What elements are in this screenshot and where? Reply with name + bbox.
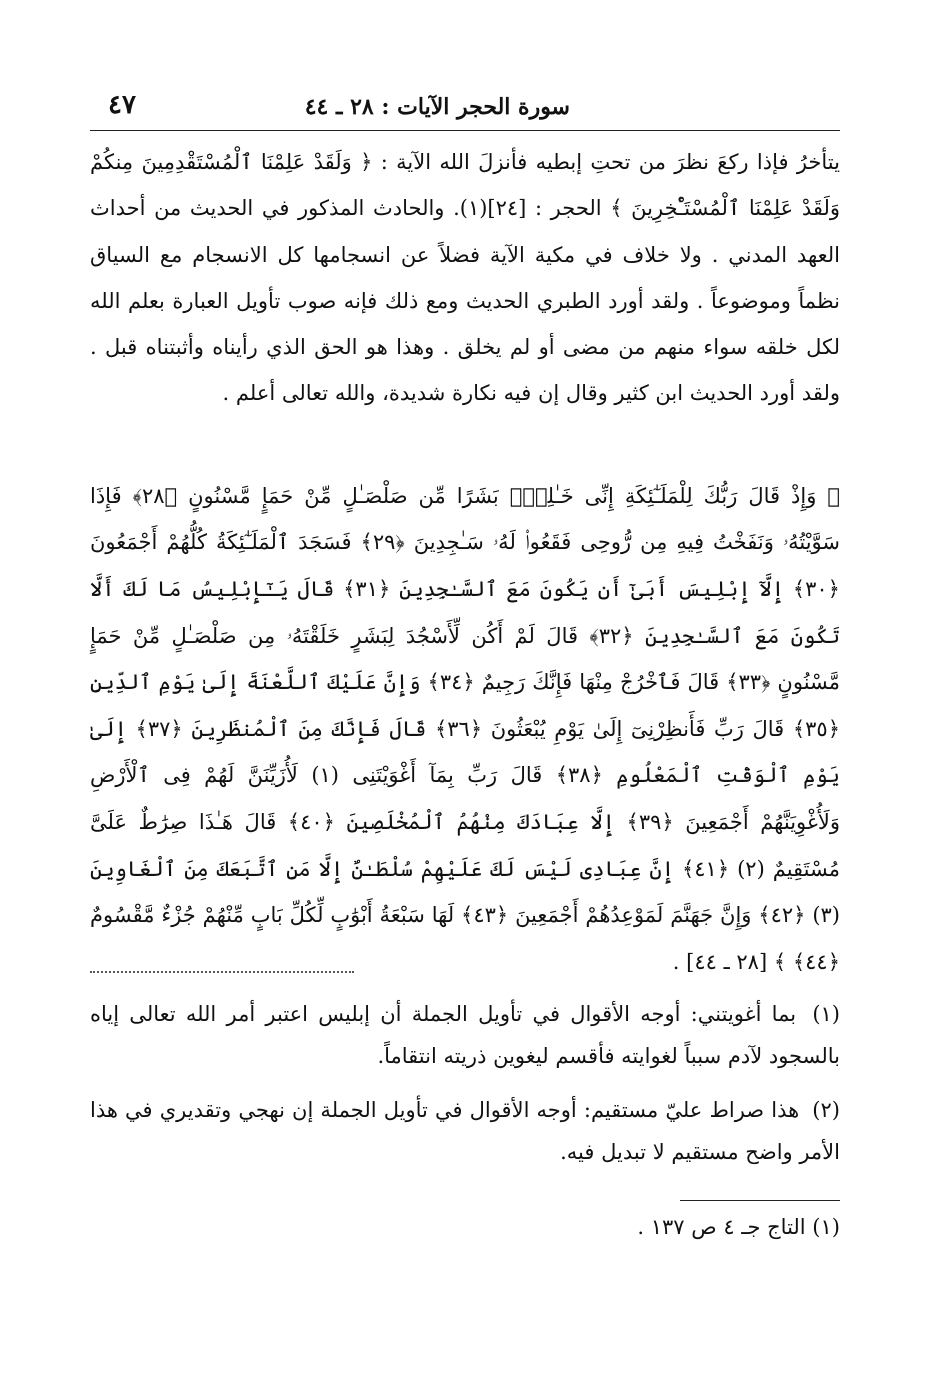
note-number: (٢): [812, 1098, 840, 1122]
verses-paragraph: ﴿ وَإِذْ قَالَ رَبُّكَ لِلْمَلَـٰٓئِكَةِ إِنِّى خَـٰلِقٌۢ بَشَرًا مِّن صَلْصَـٰلٍ مِّنْ حَمَإٍ مَّسْنُونٍ ﴿٢٨﴾ فَإِذَا سَوَّيْتُهُۥ وَنَفَخْتُ فِيهِ مِن رُّوحِى فَقَعُوا۟ لَهُۥ سَـٰجِدِينَ ﴿٢٩﴾ فَسَجَدَ ٱلْمَلَـٰٓئِكَةُ كُلُّهُمْ أَجْمَعُونَ ﴿٣٠﴾ إِلَّآ إِبْلِيسَ أَبَىٰٓ أَن يَكُونَ مَعَ ٱلسَّـٰجِدِينَ ﴿٣١﴾ قَالَ يَـٰٓإِبْلِيسُ مَا لَكَ أَلَّا تَكُونَ مَعَ ٱلسَّـٰجِدِينَ ﴿٣٢﴾ قَالَ لَمْ أَكُن لِّأَسْجُدَ لِبَشَرٍ خَلَقْتَهُۥ مِن صَلْصَـٰلٍ مِّنْ حَمَإٍ مَّسْنُونٍ ﴿٣٣﴾ قَالَ فَٱخْرُجْ مِنْهَا فَإِنَّكَ رَجِيمٌ ﴿٣٤﴾ وَإِنَّ عَلَيْكَ ٱللَّعْنَةَ إِلَىٰ يَوْمِ ٱلدِّينِ ﴿٣٥﴾ قَالَ رَبِّ فَأَنظِرْنِىٓ إِلَىٰ يَوْمِ يُبْعَثُونَ ﴿٣٦﴾ قَالَ فَإِنَّكَ مِنَ ٱلْمُنظَرِينَ ﴿٣٧﴾ إِلَىٰ يَوْمِ ٱلْوَقْتِ ٱلْمَعْلُومِ ﴿٣٨﴾ قَالَ رَبِّ بِمَآ أَغْوَيْتَنِى (١) لَأُزَيِّنَنَّ لَهُمْ فِى ٱلْأَرْضِ وَلَأُغْوِيَنَّهُمْ أَجْمَعِينَ ﴿٣٩﴾ إِلَّا عِبَادَكَ مِنْهُمُ ٱلْمُخْلَصِينَ ﴿٤٠﴾ قَالَ هَـٰذَا صِرَٰطٌ عَلَىَّ مُسْتَقِيمٌ (٢) ﴿٤١﴾ إِنَّ عِبَادِى لَيْسَ لَكَ عَلَيْهِمْ سُلْطَـٰنٌ إِلَّا مَنِ ٱتَّبَعَكَ مِنَ ٱلْغَاوِينَ (٣) ﴿٤٢﴾ وَإِنَّ جَهَنَّمَ لَمَوْعِدُهُمْ أَجْمَعِينَ ﴿٤٣﴾ لَهَا سَبْعَةُ أَبْوَٰبٍ لِّكُلِّ بَابٍ مِّنْهُمْ جُزْءٌ مَّقْسُومٌ ﴿٤٤﴾ ﴾ [٢٨ ـ ٤٤] .: [90, 483, 841, 974]
page-number: ٤٧: [108, 90, 136, 120]
page-title: سورة الحجر الآيات : ٢٨ ـ ٤٤: [304, 94, 570, 120]
footnote-rule: [680, 1200, 840, 1201]
footnote: (١) التاج جـ ٤ ص ١٣٧ .: [637, 1215, 840, 1239]
verse-notes: [90, 993, 840, 1185]
dotted-separator: [90, 971, 354, 973]
note-item: [90, 1089, 840, 1173]
page-header: [90, 88, 840, 131]
note-item: [90, 993, 840, 1077]
note-text: بما أغويتني: أوجه الأقوال في تأويل الجملة أن إبليس اعتبر أمر الله تعالى إياه بالسجود لآدم سبباً لغوايته فأقسم ليغوين ذريته انتقاماً.: [90, 1002, 840, 1068]
note-number: (١): [812, 1002, 840, 1026]
commentary-paragraph: يتأخرُ فإذا ركعَ نظرَ من تحتِ إبطيه فأنزلَ الله الآية : ﴿ وَلَقَدْ عَلِمْنَا ٱلْمُسْتَقْدِمِينَ مِنكُمْ وَلَقَدْ عَلِمْنَا ٱلْمُسْتَـْٔخِرِينَ ﴾ الحجر : [٢٤](١). والحادث المذكور في الحديث من أحداث العهد المدني . ولا خلاف في مكية الآية فضلاً عن انسجامها كل الانسجام مع السياق نظماً وموضوعاً . ولقد أورد الطبري الحديث ومع ذلك فإنه صوب تأويل العبارة بعلم الله لكل خلقه سواء منهم من مضى أو لم يخلق . وهذا هو الحق الذي رأيناه وأثبتناه قبل . ولقد أورد الحديث ابن كثير وقال إن فيه نكارة شديدة، والله تعالى أعلم .: [90, 150, 840, 406]
commentary-text: [90, 139, 840, 417]
note-text: هذا صراط عليّ مستقيم: أوجه الأقوال في تأويل الجملة إن نهجي وتقديري في هذا الأمر واضح مستقيم لا تبديل فيه.: [90, 1098, 840, 1164]
book-page: [90, 88, 840, 985]
quran-verses: [90, 473, 840, 986]
